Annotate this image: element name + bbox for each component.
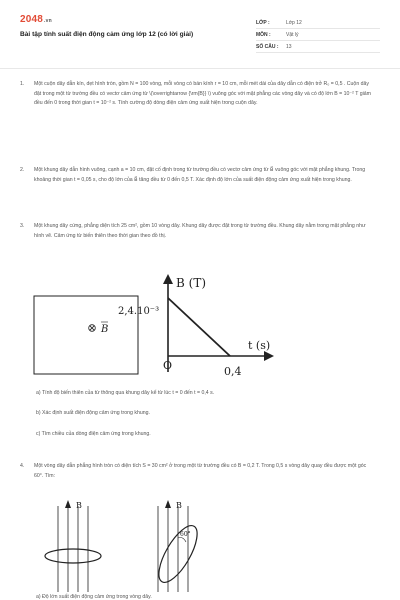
question-4-part-a: a) Độ lớn suất điện động cảm ứng trong vòng dây. [36, 594, 152, 600]
meta-row-grade: LỚP : Lớp 12 [256, 17, 380, 29]
angle-arc [178, 538, 186, 543]
origin-label: O [163, 359, 173, 372]
question-3-part-a: a) Tính độ biến thiên của từ thông qua khung dây kể từ lúc t = 0 đến t = 0,4 s. [36, 390, 215, 396]
b-axis-arrow-icon [163, 274, 173, 284]
field-arrow-icon [165, 500, 171, 508]
question-4 [20, 462, 372, 481]
question-3-part-b: b) Xác định suất điện động cảm ứng trong khung. [36, 410, 150, 416]
b-label-left: B [76, 501, 82, 510]
t-end-label: 0,4 [224, 365, 242, 378]
meta-table [256, 17, 380, 53]
figure-3 [30, 268, 290, 388]
b-line [168, 298, 230, 356]
question-2 [20, 166, 372, 185]
question-3-part-c: c) Tìm chiều của dòng điện cảm ứng trong khung. [36, 431, 151, 437]
question-number: 3. [20, 223, 25, 229]
question-3 [20, 222, 372, 241]
question-text: Một vòng dây dẫn phẳng hình tròn có diện tích S = 30 cm² ở trong một từ trường đều có B = 0,2 T. Trong 0,5 s vòng dây quay đều được một góc 60°. Tìm: [34, 463, 367, 479]
ring-horizontal [45, 549, 101, 563]
b-label-right: B [176, 501, 182, 510]
page-title: Bài tập tính suất điện động cảm ứng lớp 12 (có lời giải) [20, 31, 194, 38]
b0-label: 2,4.10⁻³ [118, 306, 160, 317]
figure-4 [40, 496, 230, 594]
page-header [20, 14, 380, 56]
question-number: 1. [20, 81, 25, 87]
meta-row-count: SỐ CÂU : 13 [256, 41, 380, 53]
field-arrow-icon [65, 500, 71, 508]
angle-label: 60° [180, 531, 191, 538]
field-symbol: B [101, 324, 109, 335]
t-axis-label: t (s) [248, 339, 271, 352]
b-axis-label: B (T) [176, 276, 206, 290]
t-axis-arrow-icon [264, 351, 274, 361]
question-number: 4. [20, 463, 25, 469]
question-1 [20, 80, 372, 109]
question-text: Một cuộn dây dẫn kín, dẹt hình tròn, gồm N = 100 vòng, mỗi vòng có bán kính r = 10 cm, mỗi mét dài của dây dẫn có điện trở R₀ = 0,5 . Cuộn dây đặt trong một từ trường đều có vectơ cảm ứng từ \(\overrightarrow {\rm{B}} \) vuông góc với mặt phẳng các vòng dây và có độ lớn B = 10⁻² T giảm đều đến 0 trong thời gian t = 10⁻² s. Tính cường độ dòng điện cảm ứng xuất hiện trong cuộn dây. [34, 81, 371, 107]
question-number: 2. [20, 167, 25, 173]
header-divider [0, 68, 400, 69]
site-logo[interactable]: 2048.vn [20, 14, 52, 25]
question-text: Một khung dây cứng, phẳng diện tích 25 cm², gồm 10 vòng dây. Khung dây được đặt trong từ trường đều. Khung dây nằm trong mặt phẳng như hình vẽ. Cảm ứng từ biến thiên theo thời gian theo đồ thị. [34, 223, 366, 239]
question-text: Một khung dây dẫn hình vuông, cạnh a = 10 cm, đặt cố định trong từ trường đều có vectơ cảm ứng từ B⃗ vuông góc với mặt phẳng khung. Trong khoảng thời gian t = 0,05 s, cho độ lớn của B⃗ tăng đều từ 0 đến 0,5 T. Xác định độ lớn của suất điện động cảm ứng xuất hiện trong khung. [34, 167, 366, 183]
meta-row-subject: MÔN : Vật lý [256, 29, 380, 41]
